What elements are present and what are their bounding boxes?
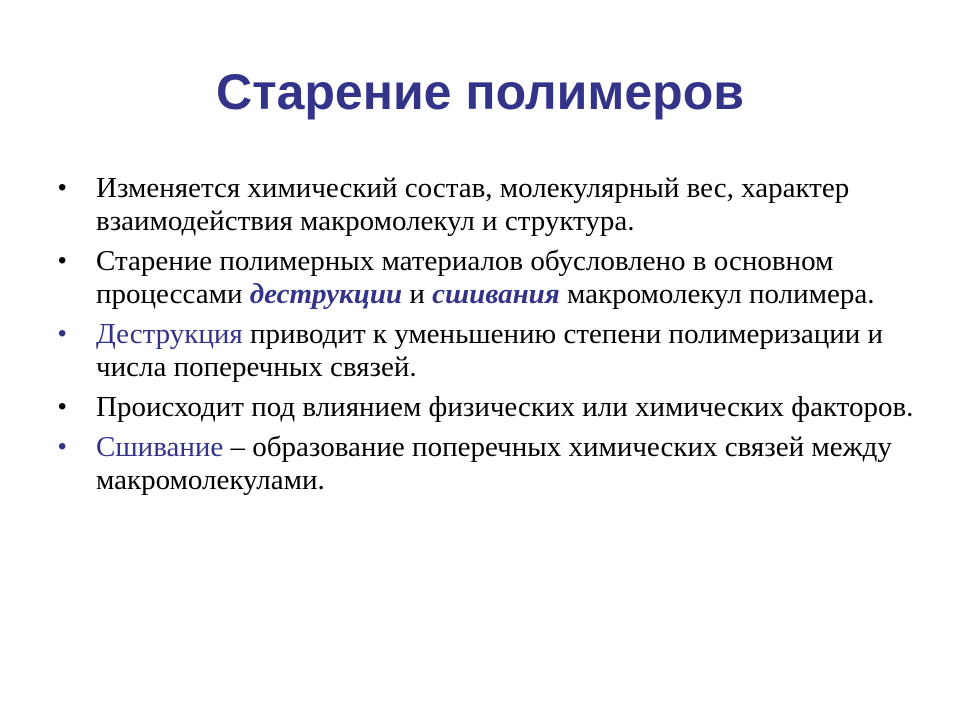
bullet-list [58,172,918,504]
bullet-item-3 [58,318,918,384]
bullet-dot-icon: • [58,320,67,347]
bullet-dot-icon: • [58,174,67,201]
bullet-item-2 [58,245,918,311]
term-destruction-emphasis: деструкции [249,278,403,310]
term-destruction: Деструкция [96,318,243,350]
bullet-item-5 [58,431,918,497]
term-crosslinking: Сшивание [96,431,224,463]
bullet-text: Происходит под влиянием физических или химических факторов. [96,391,914,423]
bullet-text-part: макромолекул полимера. [559,278,875,310]
bullet-item-1 [58,172,918,238]
bullet-text: – образование поперечных химических связей между макромолекулами. [96,431,892,496]
bullet-dot-icon: • [58,393,67,420]
slide-title: Старение полимеров [215,64,744,120]
term-crosslinking-emphasis: сшивания [432,278,560,310]
bullet-dot-icon: • [58,247,67,274]
bullet-text-part: Старение полимерных материалов обусловлено в основном процессами [96,245,834,310]
bullet-item-4 [58,391,918,424]
bullet-text: Изменяется химический состав, молекулярный вес, характер взаимодействия макромолекул и структура. [96,172,850,237]
bullet-dot-icon: • [58,433,67,460]
bullet-text: приводит к уменьшению степени полимеризации и числа поперечных связей. [96,318,884,383]
bullet-text-part: и [402,278,433,310]
